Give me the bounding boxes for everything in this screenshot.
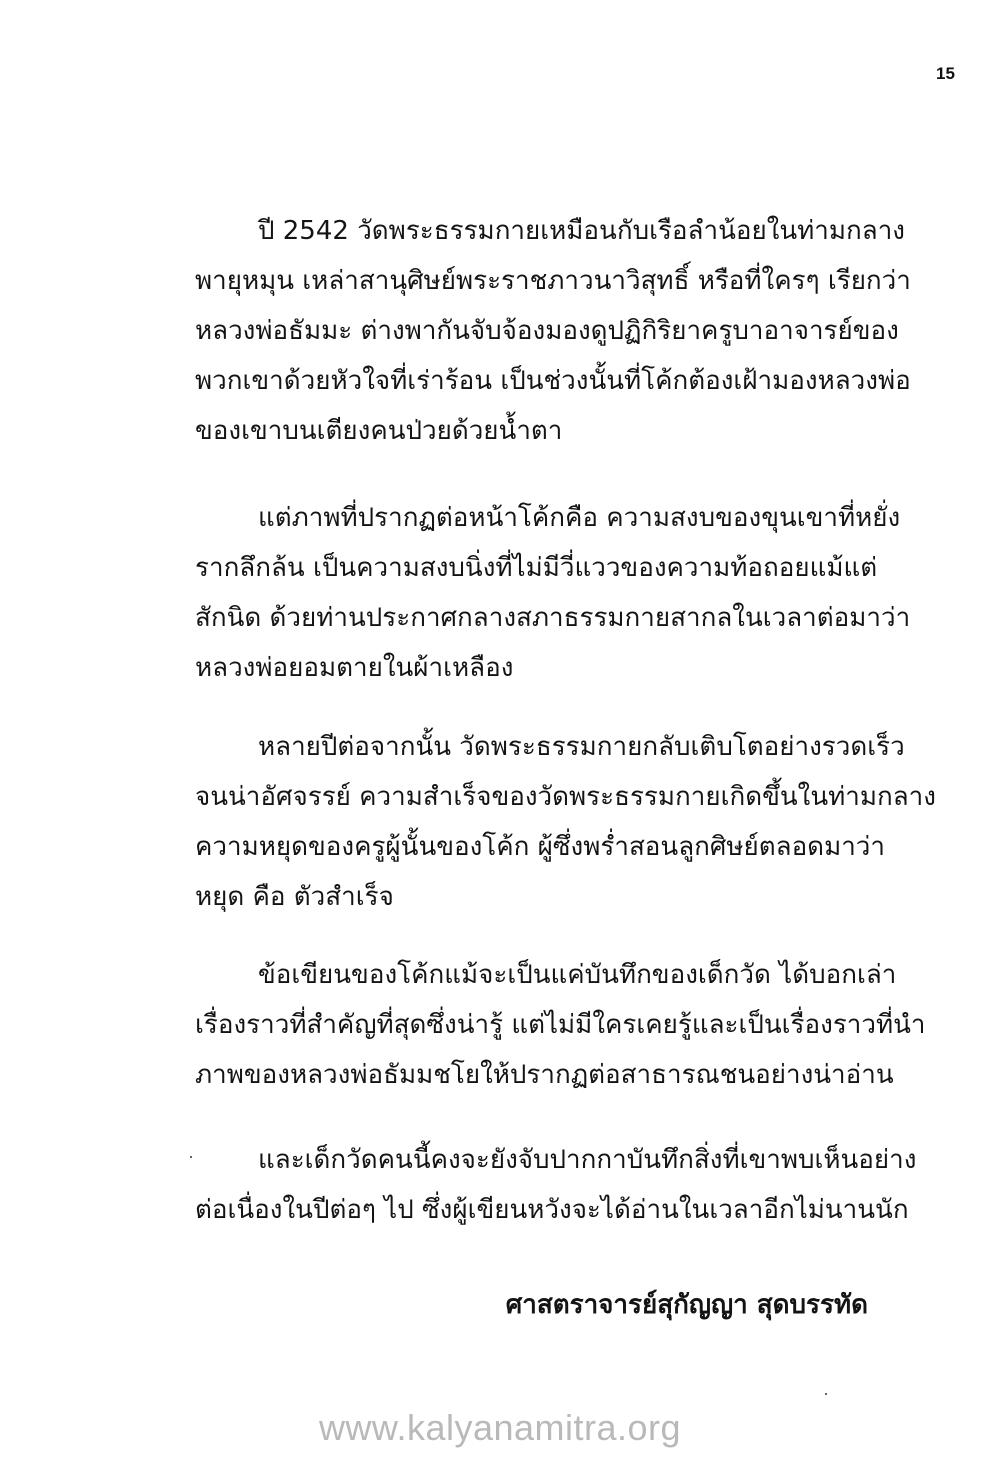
text-line: ต่อเนื่องในปีต่อๆ ไป ซึ่งผู้เขียนหวังจะได้อ่านในเวลาอีกไม่นานนัก xyxy=(195,1195,909,1225)
scan-speck xyxy=(825,1393,827,1395)
paragraph-1 xyxy=(195,206,911,456)
text-line: หลวงพ่อยอมตายในผ้าเหลือง xyxy=(195,653,514,683)
text-line: หยุด คือ ตัวสำเร็จ xyxy=(195,882,394,912)
text-line: พวกเขาด้วยหัวใจที่เร่าร้อน เป็นช่วงนั้นที่โค้กต้องเฝ้ามองหลวงพ่อ xyxy=(195,366,911,396)
paragraph-4 xyxy=(195,950,926,1100)
text-line: ข้อเขียนของโค้กแม้จะเป็นแค่บันทึกของเด็กวัด ได้บอกเล่า xyxy=(258,960,897,990)
text-line: ภาพของหลวงพ่อธัมมชโยให้ปรากฏต่อสาธารณชนอย่างน่าอ่าน xyxy=(195,1060,894,1090)
text-line: แต่ภาพที่ปรากฏต่อหน้าโค้กคือ ความสงบของขุนเขาที่หยั่ง xyxy=(258,503,901,533)
text-line: จนน่าอัศจรรย์ ความสำเร็จของวัดพระธรรมกายเกิดขึ้นในท่ามกลาง xyxy=(195,782,936,812)
scan-speck xyxy=(190,1156,192,1158)
text-line: สักนิด ด้วยท่านประกาศกลางสภาธรรมกายสากลในเวลาต่อมาว่า xyxy=(195,603,911,633)
paragraph-3 xyxy=(195,722,936,922)
text-line: ความหยุดของครูผู้นั้นของโค้ก ผู้ซึ่งพร่ำสอนลูกศิษย์ตลอดมาว่า xyxy=(195,832,886,862)
text-line: รากลึกล้น เป็นความสงบนิ่งที่ไม่มีวี่แววของความท้อถอยแม้แต่ xyxy=(195,553,878,583)
text-line: พายุหมุน เหล่าสานุศิษย์พระราชภาวนาวิสุทธิ์ หรือที่ใครๆ เรียกว่า xyxy=(195,266,911,296)
page-number: 15 xyxy=(936,64,955,83)
paragraph-5 xyxy=(195,1135,917,1235)
watermark-url: www.kalyanamitra.org xyxy=(318,1407,682,1448)
text-line: และเด็กวัดคนนี้คงจะยังจับปากกาบันทึกสิ่งที่เขาพบเห็นอย่าง xyxy=(258,1145,917,1175)
author-signature: ศาสตราจารย์สุกัญญา สุดบรรทัด xyxy=(505,1290,868,1320)
text-line: หลวงพ่อธัมมะ ต่างพากันจับจ้องมองดูปฏิกิริยาครูบาอาจารย์ของ xyxy=(195,316,899,346)
text-line: เรื่องราวที่สำคัญที่สุดซึ่งน่ารู้ แต่ไม่มีใครเคยรู้และเป็นเรื่องราวที่นำ xyxy=(195,1010,926,1040)
text-line: ของเขาบนเตียงคนป่วยด้วยน้ำตา xyxy=(195,416,563,446)
text-line: หลายปีต่อจากนั้น วัดพระธรรมกายกลับเติบโตอย่างรวดเร็ว xyxy=(258,732,905,762)
text-line: ปี 2542 วัดพระธรรมกายเหมือนกับเรือลำน้อยในท่ามกลาง xyxy=(258,216,906,246)
paragraph-2 xyxy=(195,493,911,693)
